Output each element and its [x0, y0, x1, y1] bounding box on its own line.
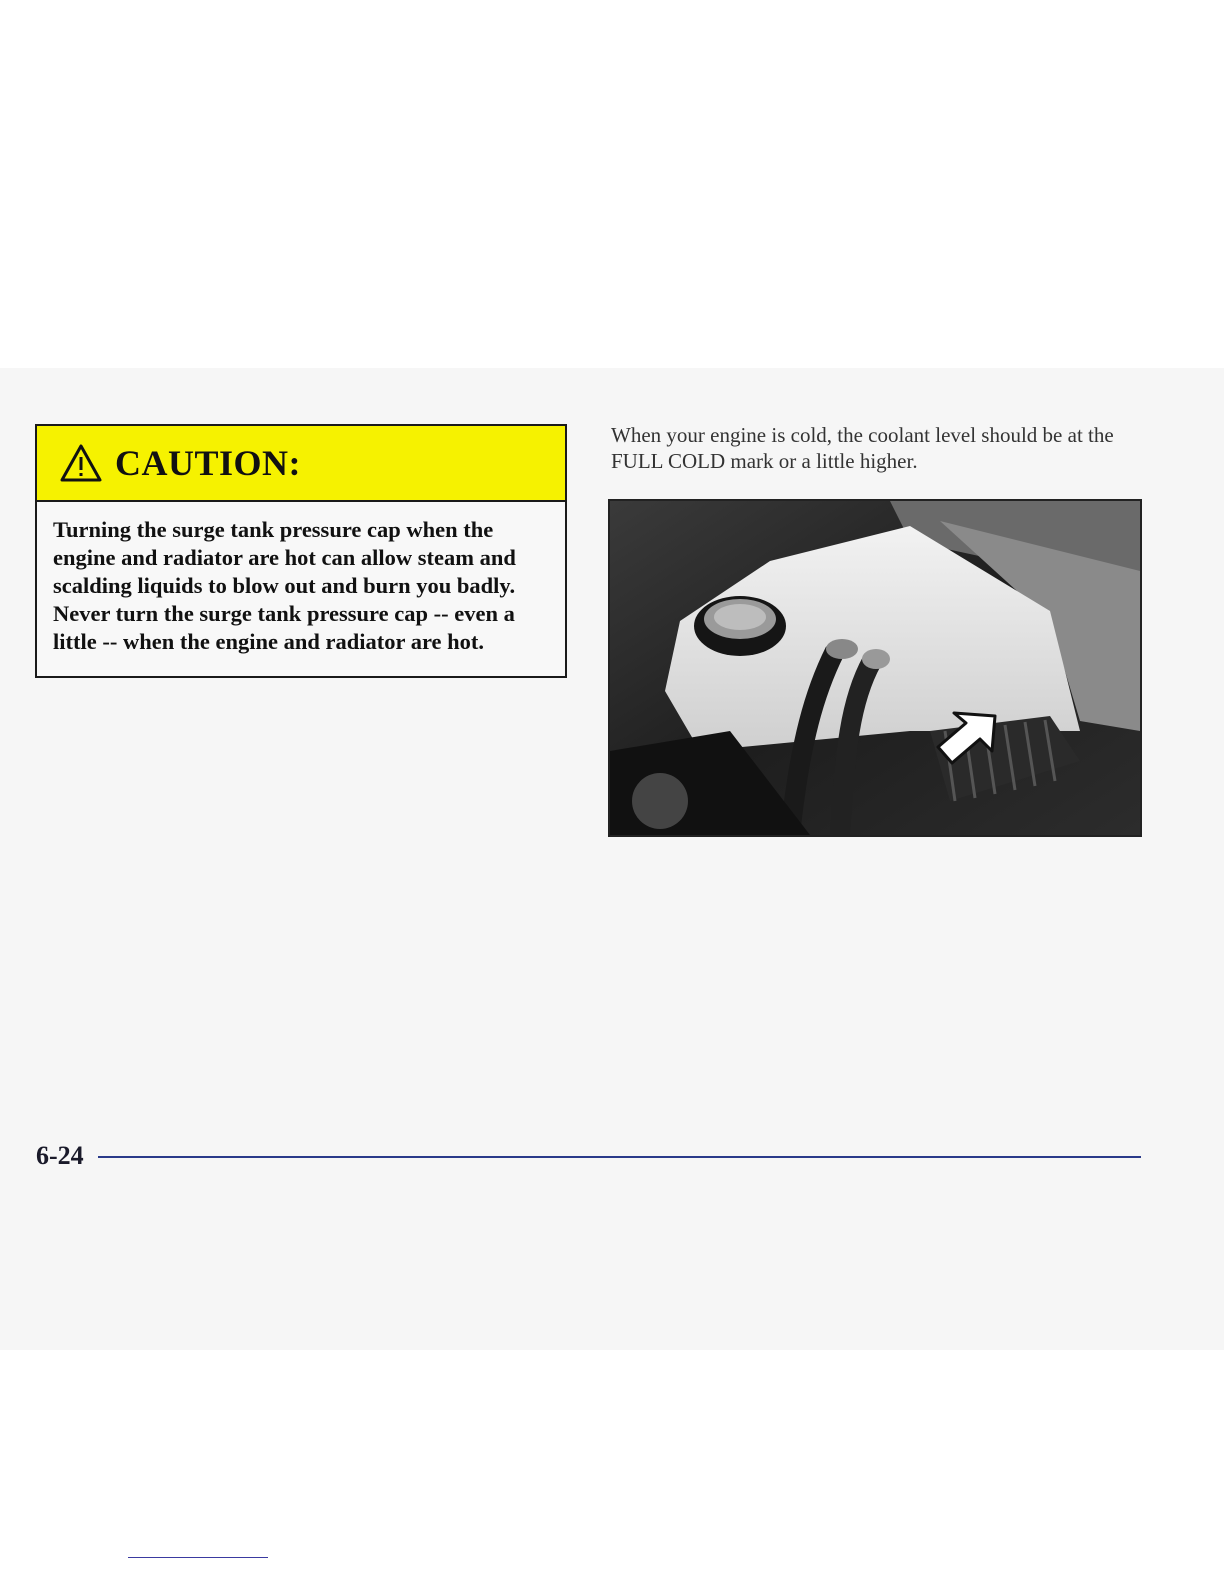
bottom-underline [128, 1557, 268, 1558]
caution-text: Turning the surge tank pressure cap when the engine and radiator are hot can allow steam and scalding liquids to blow out and burn you badly. Never turn the surge tank pressure cap -- even a little -- when the engine and radiator are hot. [53, 517, 516, 654]
surge-tank-photo [608, 499, 1142, 837]
warning-triangle-icon [59, 443, 103, 483]
caution-title: CAUTION: [115, 443, 302, 483]
page-number: 6-24 [36, 1141, 84, 1170]
coolant-level-instruction: When your engine is cold, the coolant level should be at the FULL COLD mark or a little higher. [611, 423, 1114, 473]
footer-rule [98, 1156, 1141, 1158]
caution-box [35, 424, 567, 678]
surge-tank-illustration [610, 501, 1140, 835]
caution-header [37, 426, 565, 502]
